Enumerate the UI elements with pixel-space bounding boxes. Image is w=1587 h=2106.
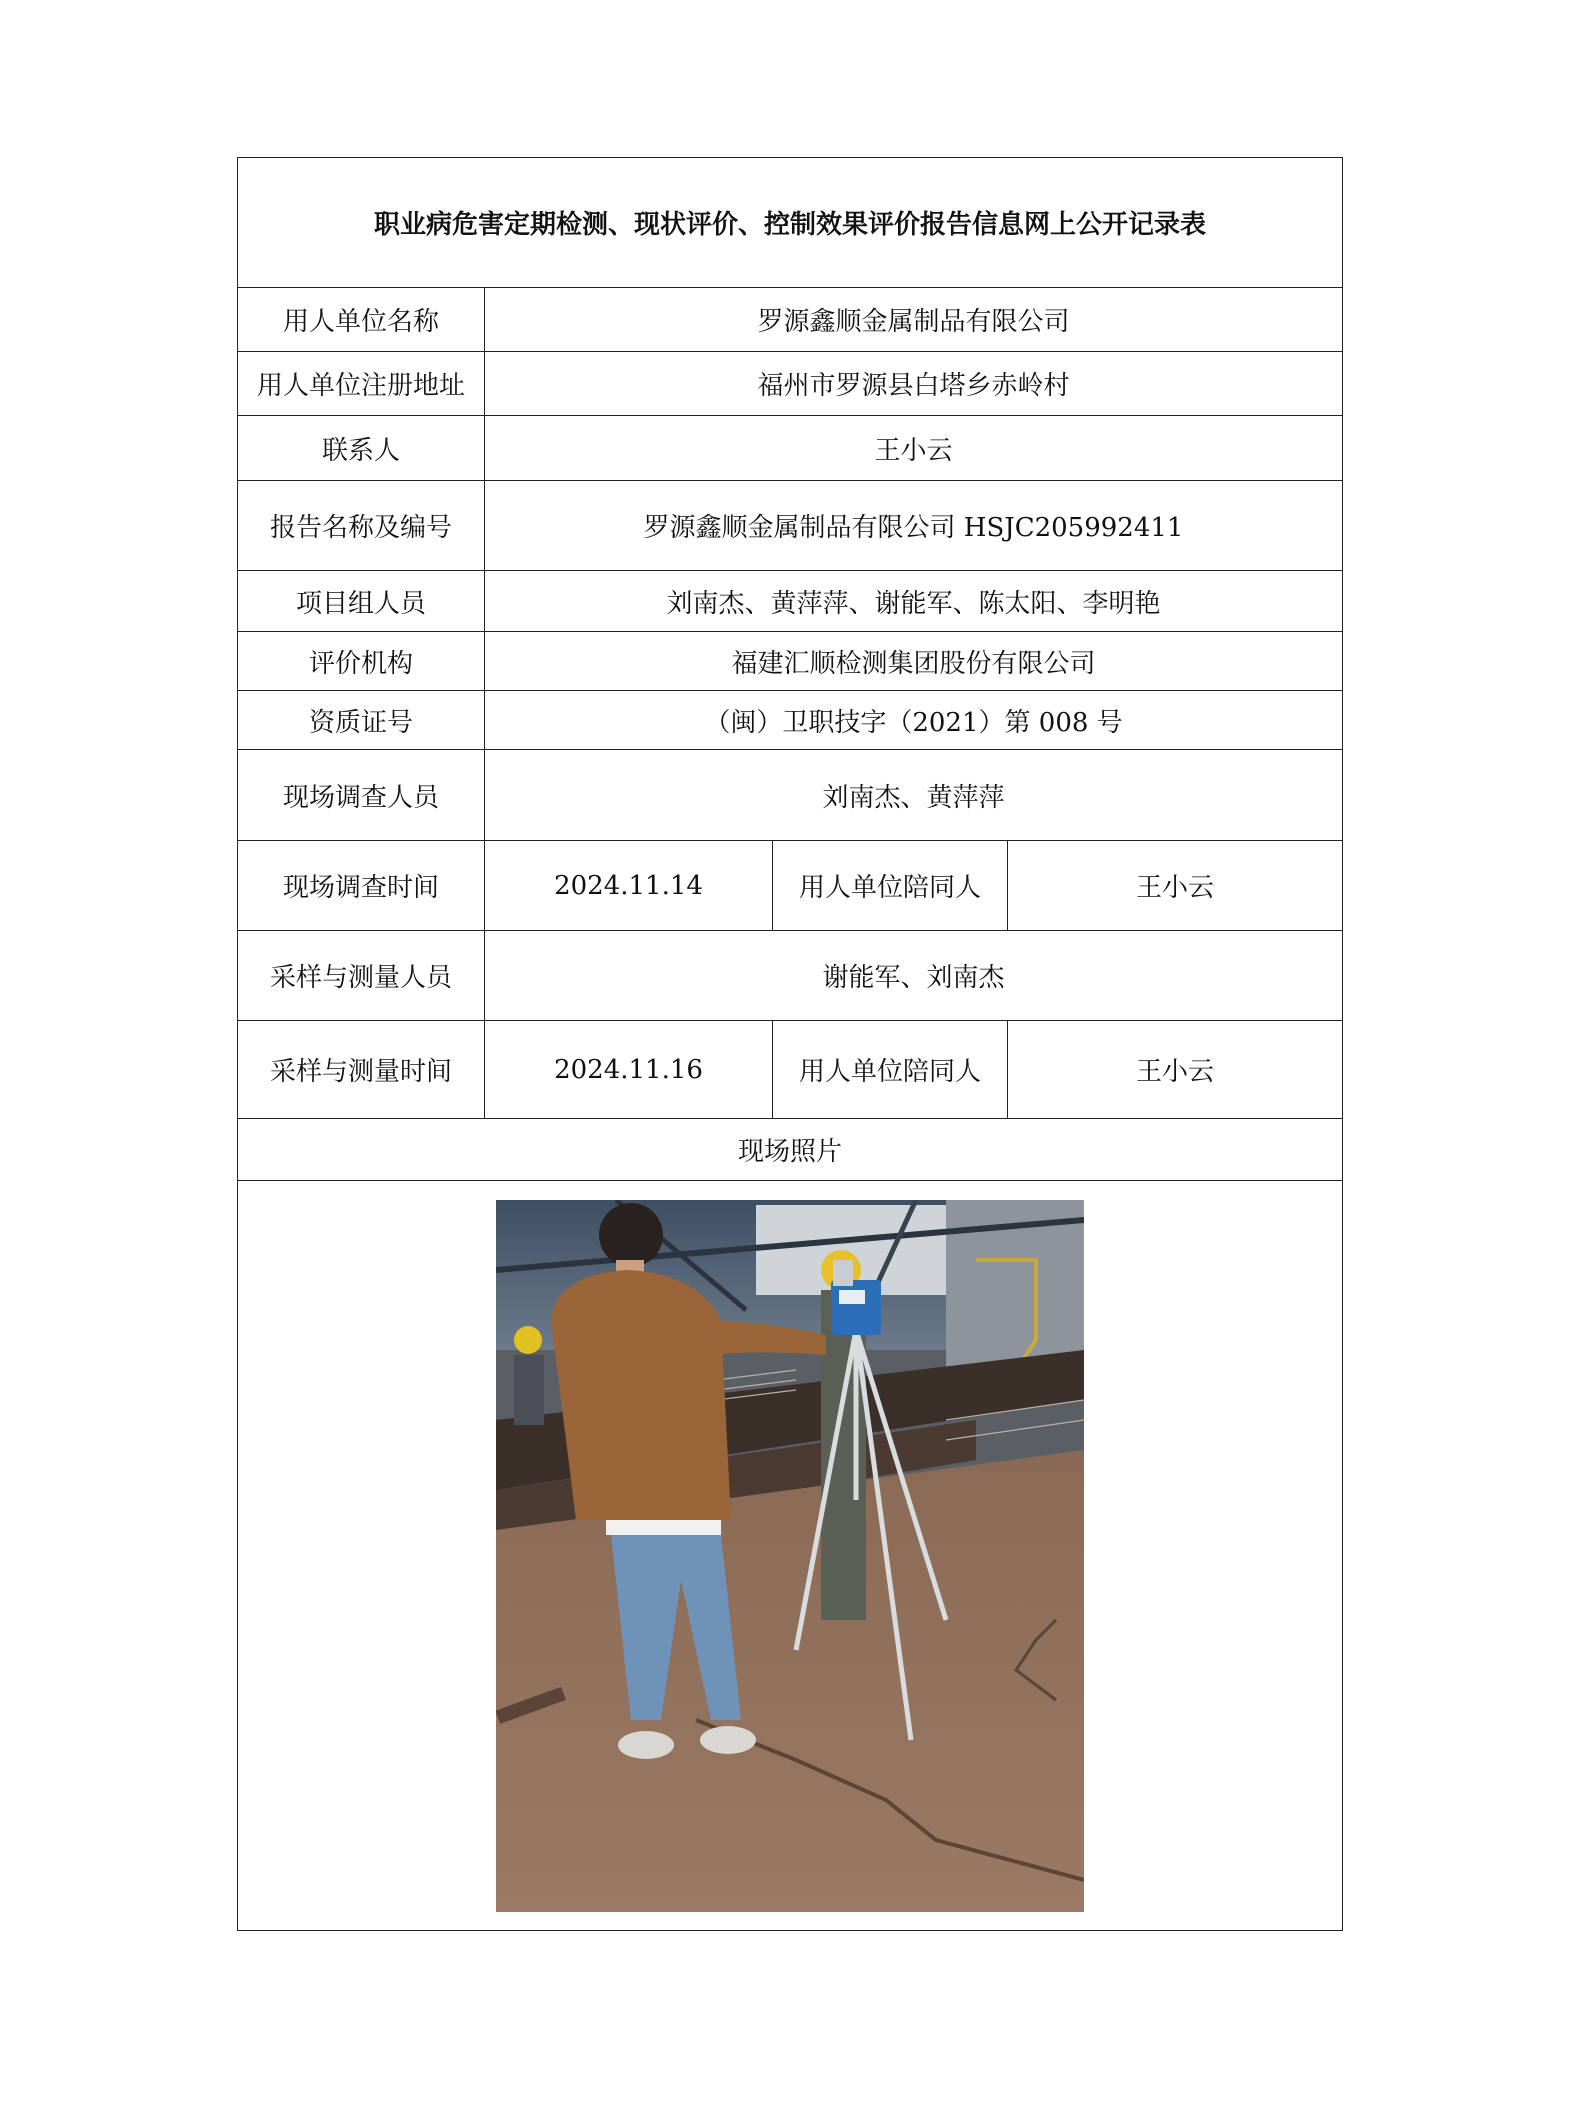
survey-time-value: 2024.11.14 [485, 841, 773, 931]
report-value: 罗源鑫顺金属制品有限公司 HSJC205992411 [485, 481, 1343, 571]
employer-address-label: 用人单位注册地址 [238, 352, 485, 416]
agency-value: 福建汇顺检测集团股份有限公司 [485, 632, 1343, 691]
sampling-companion-value: 王小云 [1008, 1021, 1343, 1119]
agency-label: 评价机构 [238, 632, 485, 691]
sampling-time-label: 采样与测量时间 [238, 1021, 485, 1119]
qualification-label: 资质证号 [238, 691, 485, 750]
sampling-staff-label: 采样与测量人员 [238, 931, 485, 1021]
employer-address-value: 福州市罗源县白塔乡赤岭村 [485, 352, 1343, 416]
contact-label: 联系人 [238, 416, 485, 481]
survey-companion-label: 用人单位陪同人 [773, 841, 1008, 931]
contact-value: 王小云 [485, 416, 1343, 481]
survey-time-label: 现场调查时间 [238, 841, 485, 931]
qualification-value: （闽）卫职技字（2021）第 008 号 [485, 691, 1343, 750]
photo-section-label: 现场照片 [238, 1119, 1343, 1181]
team-label: 项目组人员 [238, 571, 485, 632]
team-value: 刘南杰、黄萍萍、谢能军、陈太阳、李明艳 [485, 571, 1343, 632]
photo-cell [238, 1181, 1343, 1931]
site-photo [496, 1200, 1084, 1912]
sampling-staff-value: 谢能军、刘南杰 [485, 931, 1343, 1021]
employer-name-label: 用人单位名称 [238, 288, 485, 352]
record-table [237, 157, 1343, 1931]
sampling-time-value: 2024.11.16 [485, 1021, 773, 1119]
survey-companion-value: 王小云 [1008, 841, 1343, 931]
document-title: 职业病危害定期检测、现状评价、控制效果评价报告信息网上公开记录表 [238, 158, 1343, 288]
sampling-companion-label: 用人单位陪同人 [773, 1021, 1008, 1119]
employer-name-value: 罗源鑫顺金属制品有限公司 [485, 288, 1343, 352]
report-label: 报告名称及编号 [238, 481, 485, 571]
survey-staff-value: 刘南杰、黄萍萍 [485, 750, 1343, 841]
survey-staff-label: 现场调查人员 [238, 750, 485, 841]
